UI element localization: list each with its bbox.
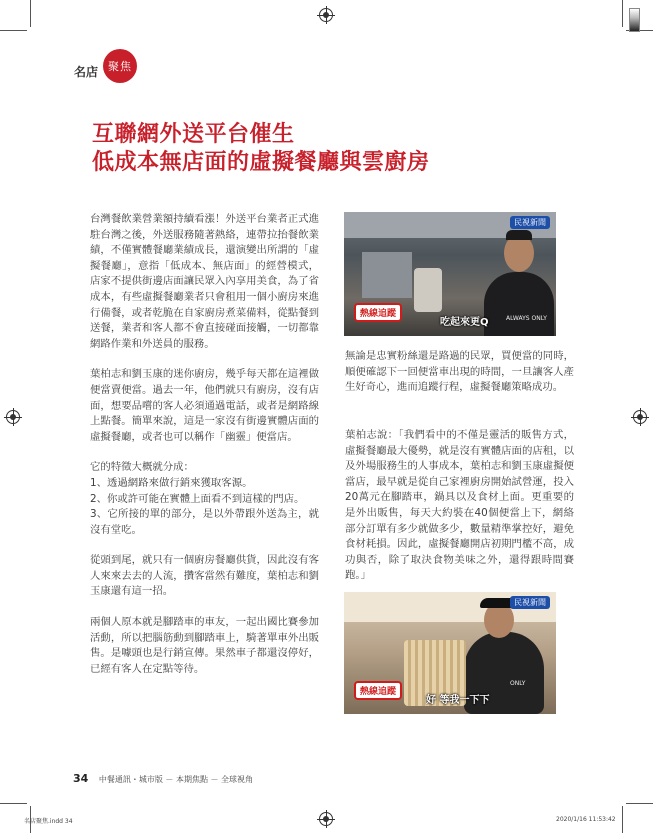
quote-paragraph: 葉柏志說：「我們看中的不僅是靈活的販售方式，虛擬餐廳最大優勢，就是沒有實體店面的店租，以及外場服務生的人事成本，葉柏志和劉玉康虛擬便當店，最早就是從自己家裡廚房開始試營運，投入20萬元在腳踏車，鍋具以及食材上面。更重要的是外出販售，每天大約裝在40個便當上下，網絡部分訂單有多少就做多少，數量精準掌控好，避免食材耗損。因此，虛擬餐廳開店初期門檻不高，成功與否，除了取決食物美味之外，還得跟時間賽跑。」 (345, 429, 574, 582)
feature-list (90, 460, 319, 538)
crop-mark (622, 806, 623, 833)
footer-text: 中餐通訊・城市版 － 本期焦點 － 全球視角 (98, 775, 254, 784)
registration-mark-icon (319, 812, 333, 826)
channel-logo: 民視新聞 (510, 596, 550, 609)
color-bar (629, 8, 640, 32)
left-column (90, 212, 319, 692)
crop-mark (622, 0, 623, 27)
program-logo: 熱線追蹤 (354, 303, 402, 322)
crop-mark (0, 30, 27, 31)
registration-mark-icon (319, 8, 333, 22)
delivery-photo (344, 592, 556, 714)
crop-mark (626, 803, 653, 804)
feature-item: 3、它所接的單的部分，是以外帶跟外送為主，就沒有堂吃。 (90, 508, 319, 536)
page-footer (73, 772, 253, 785)
right-column-quote (345, 428, 574, 599)
paragraph: 葉柏志和劉玉康的迷你廚房，幾乎每天都在這裡做便當賣便當。過去一年，他們就只有廚房，沒有店面，想要品嚐的客人必須通過電話，或者是網路線上點餐。簡單來說，這是一家沒有街邊實體店面的虛擬餐廳，或者也可以稱作「幽靈」便當店。 (90, 368, 319, 443)
section-seal: 聚焦 (103, 49, 137, 83)
article-title-line2: 低成本無店面的虛擬餐廳與雲廚房 (92, 150, 430, 175)
file-slug: 名店聚焦.indd 34 (24, 818, 73, 825)
shirt-text: ALWAYS ONLY (506, 315, 547, 322)
video-subtitle: 好 等我一下下 (426, 695, 490, 706)
kitchen-photo (344, 212, 556, 336)
video-subtitle: 吃起來更Q (440, 317, 489, 328)
paragraph: 無論是忠實粉絲還是路過的民眾，買便當的同時，順便確認下一回便當車出現的時間，一旦讓客人產生好奇心，進而追蹤行程，虛擬餐廳策略成功。 (345, 350, 574, 394)
right-column (345, 349, 574, 411)
registration-mark-icon (633, 410, 647, 424)
page-number: 34 (73, 772, 89, 785)
crop-mark (30, 0, 31, 27)
feature-intro: 它的特徵大概就分成： (90, 461, 194, 474)
paragraph: 兩個人原本就是腳踏車的車友，一起出國比賽參加活動，所以把腦筋動到腳踏車上，騎著單車外出販售。是噱頭也是行銷宣傳。果然車子都還沒停好，已經有客人在定點等待。 (90, 616, 319, 675)
article-title-line1: 互聯網外送平台催生 (92, 122, 295, 147)
registration-mark-icon (6, 410, 20, 424)
timestamp-slug: 2020/1/16 11:53:42 (556, 816, 616, 823)
paragraph: 從頭到尾，就只有一個廚房餐廳供貨，因此沒有客人來來去去的人流，攢客當然有難度，葉柏志和劉玉康還有這一招。 (90, 554, 319, 598)
channel-logo: 民視新聞 (510, 216, 550, 229)
paragraph: 台灣餐飲業營業額持續看漲！外送平台業者正式進駐台灣之後，外送服務隨著熱絡，連帶拉抬餐飲業績，不僅實體餐廳業績成長，還演變出所謂的「虛擬餐廳」，意指「低成本、無店面」的經營模式，店家不提供街邊店面讓民眾入內享用美食，為了省成本，有些虛擬餐廳業者只會租用一個小廚房來進行備餐，或者乾脆在自家廚房煮菜備料，從點餐到送餐，業者和客人都不會直接碰面接觸，一切都靠網路作業和外送員的服務。 (90, 213, 319, 350)
section-label: 名店 (74, 65, 99, 79)
feature-item: 1、透過網路來做行銷來獲取客源。 (90, 476, 253, 489)
feature-item: 2、你或許可能在實體上面看不到這樣的門店。 (90, 492, 305, 505)
program-logo: 熱線追蹤 (354, 681, 402, 700)
crop-mark (0, 803, 27, 804)
shirt-text: ONLY (510, 680, 526, 687)
